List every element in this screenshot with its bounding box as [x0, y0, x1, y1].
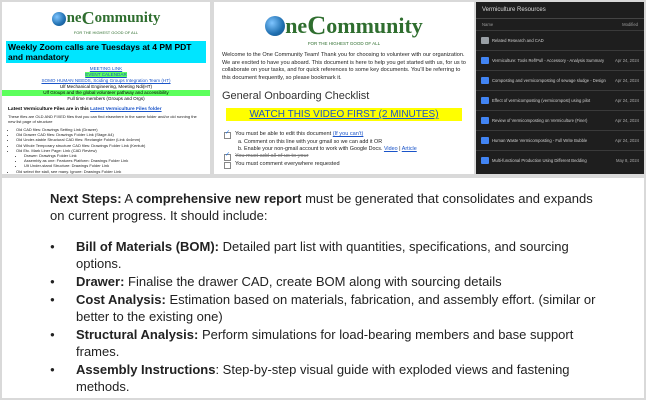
document-icon: [481, 137, 489, 144]
doc-line-2: Ulf Mechanical Engineering, Meeting Ndi(HT): [59, 84, 153, 89]
file-row[interactable]: Human Waste Vermicomposting - Full Write Bubble Apr 24, 2024: [476, 130, 644, 150]
next-steps-intro: Next Steps: A comprehensive new report must be generated that consolidates and expands on current progress. It should include:: [50, 191, 593, 223]
one-community-logo: ne C ommunity: [214, 10, 474, 41]
folder-title: Vermiculture Resources: [476, 2, 644, 19]
list-item: ● Cost Analysis: Estimation based on materials, fabrication, and assembly effort. (similar or better to the existing one): [76, 291, 610, 325]
video-link[interactable]: Video: [383, 146, 398, 152]
zoom-banner: Weekly Zoom calls are Tuesdays at 4 PM PDT and mandatory: [6, 41, 206, 63]
column-headers: [476, 19, 644, 30]
document-icon: [481, 97, 489, 104]
next-steps-panel: [2, 178, 644, 398]
meeting-link[interactable]: MEETING LINK: [89, 66, 123, 71]
doc-line-3: Ulf Groups and the global volunteer pathway and accessibility: [2, 90, 210, 96]
list-item[interactable]: • Old CAD files: Drawings Setting Link (Drawer): [16, 127, 204, 132]
list-item[interactable]: • Old select the stall, see many. Ignore: Drawings Folder Link: [16, 169, 204, 174]
list-item[interactable]: • Old Whole Temporary structure CAD files: Drawings Folder Link (Kentub): [16, 143, 204, 148]
checklist-item-comment: You must comment everywhere requested: [224, 161, 466, 169]
file-row[interactable]: Review of Vermicomposting on Vermiculture (Finer) Apr 24, 2024: [476, 110, 644, 130]
old-files-paragraph: These files are OLD AND FIXED files that you can find elsewhere in the same folder and/or old running the new list page of structure: [8, 114, 197, 124]
list-item: ● Assembly Instructions: Step-by-step visual guide with exploded views and fastening methods.: [76, 361, 610, 395]
list-item: ● Drawer: Finalise the drawer CAD, create BOM along with sourcing details: [76, 273, 610, 290]
cant-edit-link[interactable]: (If you can't): [332, 131, 364, 137]
document-icon: [481, 157, 489, 164]
onboarding-doc-panel: [2, 2, 210, 174]
checklist-item-edit: ✓ You must be able to edit this document (If you can't): [224, 131, 466, 139]
logo-text-part-b: ommunity: [326, 12, 423, 38]
doc-line-1[interactable]: SOMO HUMAN NEEDS, Sciding Groups Integration Team (HT): [41, 78, 171, 83]
logo-text-part-a: ne: [66, 10, 82, 26]
doc-line-4: Full time members (Groups and Orgs): [67, 96, 145, 101]
vermiculture-folder-link[interactable]: Latest Vermiculture Files folder: [90, 107, 162, 112]
logo-tagline: FOR THE HIGHEST GOOD OF ALL: [307, 41, 381, 46]
list-item[interactable]: • Old Under-stable Structural CAD files: Rectangle Folder (Link 4x4mm): [16, 137, 204, 142]
checkbox[interactable]: [224, 154, 231, 161]
file-row[interactable]: Composting and vermicomposting of sewage sludge - Design Apr 24, 2024: [476, 70, 644, 90]
checklist-subitem-b: b. Enable your non-gmail account to work with Google Docs. Video | Article: [238, 146, 417, 152]
file-row[interactable]: Effect of vermicomposting (vermicompost) using pilot Apr 24, 2024: [476, 90, 644, 110]
logo-text-part-a: ne: [285, 12, 308, 38]
old-files-list: [16, 127, 204, 174]
event-calendar-link[interactable]: EVENT CALENDAR: [85, 72, 127, 77]
checkbox[interactable]: [224, 132, 231, 139]
globe-logo-icon: [265, 16, 285, 36]
onboarding-checklist-heading: General Onboarding Checklist: [222, 90, 370, 102]
checkbox[interactable]: [224, 162, 231, 169]
document-icon: [481, 77, 489, 84]
vermiculture-files-heading: Latest Vermiculture Files are in this Latest Vermiculture Files folder: [8, 107, 162, 112]
file-row[interactable]: Multi-functional Production Using Different Bedding May 8, 2024: [476, 150, 644, 170]
list-item[interactable]: • Old Etc. Mark Liner Page: Link (CAD Review): [16, 148, 204, 153]
one-community-logo: ne C ommunity: [2, 8, 210, 29]
welcome-doc-panel: [214, 2, 474, 174]
list-subitem[interactable]: • Drawer: Drawings Folder Link: [24, 153, 204, 158]
file-row[interactable]: Vermiculture: Tools Ref/Pull - Accessory - Analysis Summary Apr 24, 2024: [476, 50, 644, 70]
checklist-subitem-a: a. Comment on this line with your gmail so we can add it OR: [238, 139, 383, 145]
list-subitem[interactable]: • Ult Under-stand Structure: Drawings Folder Link: [24, 163, 204, 168]
column-name[interactable]: Name: [482, 22, 494, 27]
next-steps-list: [50, 238, 610, 395]
checklist-item-add: ✓ You must add all of us to your: [224, 153, 466, 161]
list-item[interactable]: • Old Drawer CAD files: Drawings Folder Link (Stage A4): [16, 132, 204, 137]
welcome-paragraph: Welcome to the One Community Team! Thank you for choosing to volunteer with our organization. We are excited to have you aboard. This document is here to help you get started with us, for us to collaborate on your tasks, and for quick references to some key documents. You'll be referring to this document frequently, so please bookmark it.: [222, 52, 466, 81]
document-icon: [481, 117, 489, 124]
article-link[interactable]: Article: [401, 146, 417, 152]
logo-text-part-b: ommunity: [94, 10, 161, 26]
list-item: ● Structural Analysis: Perform simulations for load-bearing members and base support frames.: [76, 326, 610, 360]
watch-video-link[interactable]: WATCH THIS VIDEO FIRST (2 MINUTES): [226, 108, 462, 121]
folder-icon: [481, 37, 489, 44]
list-item: ● Bill of Materials (BOM): Detailed part list with quantities, specifications, and sourcing options.: [76, 238, 610, 272]
logo-tagline: FOR THE HIGHEST GOOD OF ALL: [73, 30, 139, 35]
globe-logo-icon: [52, 12, 66, 26]
drive-folder-panel: [476, 2, 644, 174]
list-subitem[interactable]: • Assembly as one: Features Platform: Drawings Folder Link: [24, 158, 204, 163]
file-row[interactable]: Related Research and CAD: [476, 30, 644, 50]
column-modified[interactable]: Modified: [622, 22, 638, 27]
document-icon: [481, 57, 489, 64]
